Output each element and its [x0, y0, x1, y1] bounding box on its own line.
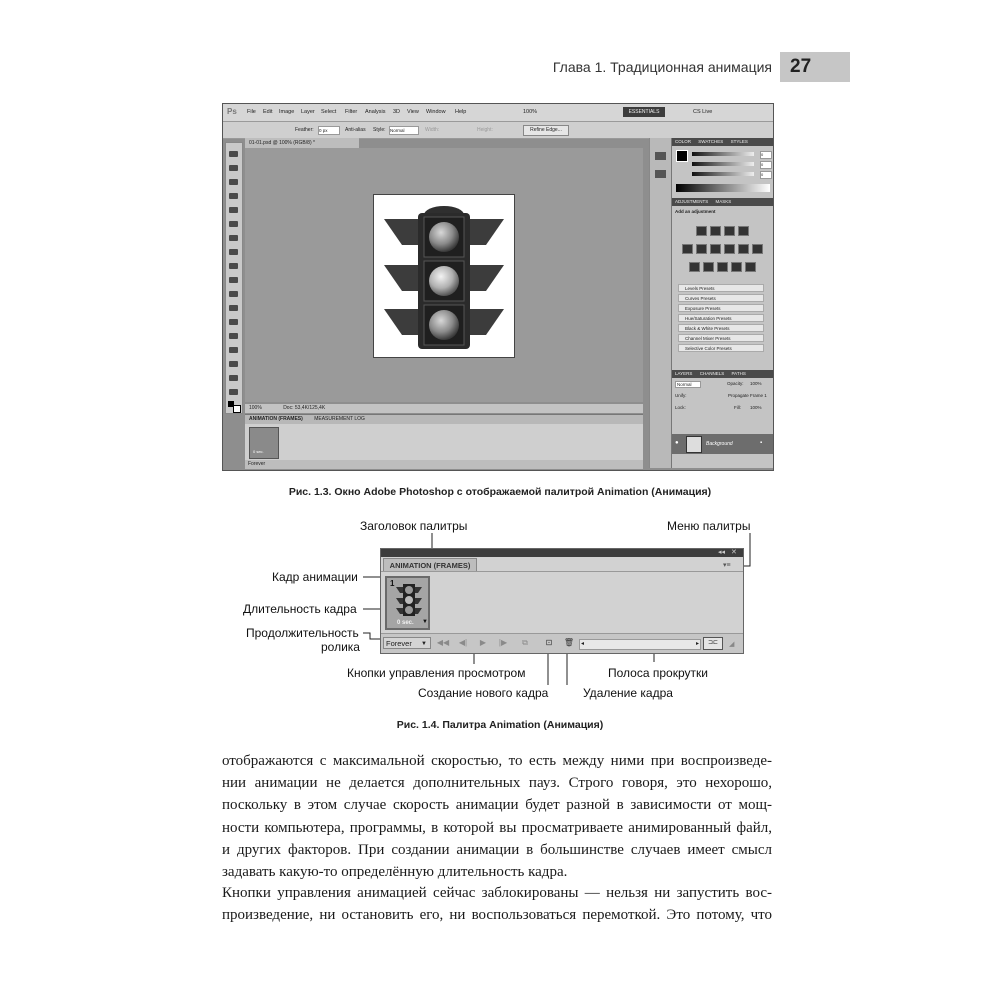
callout-delete-frame: Удаление кадра [583, 686, 673, 700]
tab-styles[interactable]: STYLES [730, 139, 748, 144]
callout-animation-frame: Кадр анимации [272, 570, 358, 584]
adjustments-heading: Add an adjustment [675, 209, 716, 214]
fill-input[interactable]: 100% [750, 405, 762, 410]
menu-view[interactable]: View [407, 109, 419, 115]
preset-curves[interactable]: Curves Presets [678, 294, 764, 302]
paragraph-1-line: и других факторов. При создании анимации в большинстве случаев имеет смысл [222, 841, 772, 858]
animation-frame[interactable] [385, 576, 430, 630]
tab-animation-frames[interactable]: ANIMATION (FRAMES) [249, 416, 303, 422]
callout-scrollbar: Полоса прокрутки [608, 666, 708, 680]
unify-label: Unify: [675, 393, 687, 398]
frame-number: 1 [390, 579, 395, 588]
zoom-level[interactable]: 100% [523, 109, 538, 115]
figure-1-3-caption-text: Окно Adobe Photoshop с отображаемой палитрой Animation (Анимация) [334, 486, 712, 498]
color-value-r[interactable]: 0 [760, 151, 772, 159]
antialias-checkbox[interactable]: Anti-alias [345, 127, 366, 133]
menu-image[interactable]: Image [279, 109, 295, 115]
preset-black-white[interactable]: Black & White Presets [678, 324, 764, 332]
paragraph-2-line: Кнопки управления анимацией сейчас заблокированы — нельзя ни запустить вос- [222, 885, 772, 901]
layer-visibility-eye-icon[interactable]: ● [675, 440, 679, 446]
scroll-right-arrow-icon[interactable]: ▸ [695, 641, 699, 647]
preset-levels[interactable]: Levels Presets [678, 284, 764, 292]
first-frame-button[interactable]: ◀◀ [436, 638, 450, 647]
delete-frame-button[interactable]: 🗑 [563, 638, 575, 647]
convert-to-timeline-button[interactable]: ⊐⊏ [703, 637, 723, 650]
paragraph-1-line: задавать какую-то определённую длительность кадра. [222, 864, 568, 881]
frame-delay[interactable]: 0 sec. [397, 620, 414, 626]
lock-label: Lock: [675, 405, 686, 410]
menu-3d[interactable]: 3D [393, 109, 401, 115]
animation-palette [380, 548, 744, 654]
body-paragraph-1 [222, 750, 772, 883]
ps-loop-select[interactable]: Forever [248, 461, 266, 467]
menu-layer[interactable]: Layer [301, 109, 315, 115]
tab-paths[interactable]: PATHS [731, 371, 746, 376]
callout-palette-menu: Меню палитры [667, 519, 751, 533]
panel-menu-icon[interactable]: ▾≡ [723, 562, 731, 569]
preset-selective-color[interactable]: Selective Color Presets [678, 344, 764, 352]
status-zoom[interactable]: 100% [249, 405, 262, 411]
palette-tab-animation-frames[interactable]: ANIMATION (FRAMES) [383, 558, 477, 572]
figure-1-4-caption [0, 719, 1000, 731]
frame-delay-dropdown-icon[interactable]: ▼ [422, 619, 428, 625]
tab-swatches[interactable]: SWATCHES [698, 139, 724, 144]
color-value-b[interactable]: 0 [760, 171, 772, 179]
body-paragraph-2 [222, 882, 772, 926]
scrollbar[interactable] [579, 639, 701, 650]
color-value-g[interactable]: 0 [760, 161, 772, 169]
refine-edge-button[interactable]: Refine Edge... [523, 125, 569, 136]
feather-input[interactable]: 0 px [318, 126, 340, 135]
document-tab[interactable]: 01-01.psd @ 100% (RGB/8) * [245, 138, 359, 148]
loop-dropdown-icon: ▼ [421, 641, 427, 647]
tab-masks[interactable]: MASKS [715, 199, 732, 204]
preset-channel-mixer[interactable]: Channel Mixer Presets [678, 334, 764, 342]
loop-options-select[interactable] [383, 637, 431, 649]
ps-logo: Ps [227, 107, 237, 116]
blend-mode-select[interactable]: Normal [675, 381, 701, 388]
propagate-frame-checkbox[interactable]: Propagate Frame 1 [728, 393, 767, 398]
palette-tab-divider [381, 571, 743, 572]
menu-file[interactable]: File [247, 109, 256, 115]
cs-live-button[interactable]: CS Live [693, 109, 713, 115]
callout-palette-title: Заголовок палитры [360, 519, 468, 533]
close-icon[interactable]: ✕ [731, 549, 737, 556]
tab-channels[interactable]: CHANNELS [699, 371, 725, 376]
menu-filter[interactable]: Filter [345, 109, 358, 115]
page-number: 27 [780, 52, 850, 82]
paragraph-1-line: нии анимации не делается дополнительных пауз. Строго говоря, это нехорошо, [222, 775, 772, 792]
callout-new-frame: Создание нового кадра [418, 686, 549, 700]
previous-frame-button[interactable]: ◀| [458, 638, 468, 647]
menu-window[interactable]: Window [426, 109, 446, 115]
tab-color[interactable]: COLOR [675, 139, 692, 144]
callout-movie-duration-line2: ролика [321, 640, 360, 654]
opacity-label: Opacity: [727, 381, 744, 386]
menu-select[interactable]: Select [321, 109, 337, 115]
chapter-title: Глава 1. Традиционная анимация [552, 59, 772, 75]
layer-name[interactable]: Background [706, 441, 733, 447]
style-select[interactable]: Normal [389, 126, 419, 135]
callout-movie-duration-line1: Продолжительность [246, 626, 359, 640]
figure-1-3-caption-label: Рис. 1.3. [288, 486, 332, 498]
callout-playback-buttons: Кнопки управления просмотром [347, 666, 526, 680]
callout-frame-duration: Длительность кадра [243, 602, 357, 616]
frame-thumbnail-traffic-light [395, 582, 423, 618]
new-frame-button[interactable]: ⊡ [545, 638, 553, 647]
collapse-icon[interactable]: ◂◂ [718, 549, 726, 556]
figure-1-4-caption-text: Палитра Animation (Анимация) [442, 719, 604, 731]
scroll-left-arrow-icon[interactable]: ◂ [581, 641, 585, 647]
height-label: Height: [477, 127, 493, 133]
figure-1-4-caption-label: Рис. 1.4. [396, 719, 440, 731]
preset-hue-saturation[interactable]: Hue/Saturation Presets [678, 314, 764, 322]
play-button[interactable]: ▶ [479, 638, 487, 647]
status-doc-size: Doc: 53,4K/125,4K [283, 405, 326, 411]
tween-button[interactable]: ⧉ [522, 638, 528, 647]
menu-edit[interactable]: Edit [263, 109, 273, 115]
tab-adjustments[interactable]: ADJUSTMENTS [675, 199, 709, 204]
style-label: Style: [373, 127, 386, 133]
fill-label: Fill: [734, 405, 741, 410]
menu-analysis[interactable]: Analysis [365, 109, 386, 115]
opacity-input[interactable]: 100% [750, 381, 762, 386]
paragraph-2-line: произведение, ни остановить его, ни воспользоваться перемоткой. Это потому, что [222, 907, 772, 924]
ps-frame-delay[interactable]: 0 sec. [253, 449, 264, 454]
paragraph-1-line: поскольку в этом случае скорость анимации будет разной в зависимости от мощ- [222, 797, 772, 814]
feather-label: Feather: [295, 127, 314, 133]
palette-controls-bar [381, 633, 743, 653]
menu-help[interactable]: Help [455, 109, 467, 115]
tab-layers[interactable]: LAYERS [675, 371, 693, 376]
width-label: Width: [425, 127, 440, 133]
layer-lock-icon: ▪ [760, 440, 763, 446]
resize-grip-icon[interactable]: ◢ [729, 641, 735, 648]
paragraph-1-line: отображаются с максимальной скоростью, то есть между ними при воспроизведе- [222, 753, 772, 769]
tab-measurement-log[interactable]: MEASUREMENT LOG [314, 416, 365, 422]
preset-exposure[interactable]: Exposure Presets [678, 304, 764, 312]
palette-title-bar[interactable] [381, 549, 743, 557]
next-frame-button[interactable]: |▶ [498, 638, 508, 647]
paragraph-1-line: ности компьютера, программы, в которой вы просматриваете анимированный файл, [222, 819, 772, 836]
workspace-switcher[interactable]: ESSENTIALS [623, 107, 665, 117]
loop-options-value: Forever [386, 639, 412, 648]
